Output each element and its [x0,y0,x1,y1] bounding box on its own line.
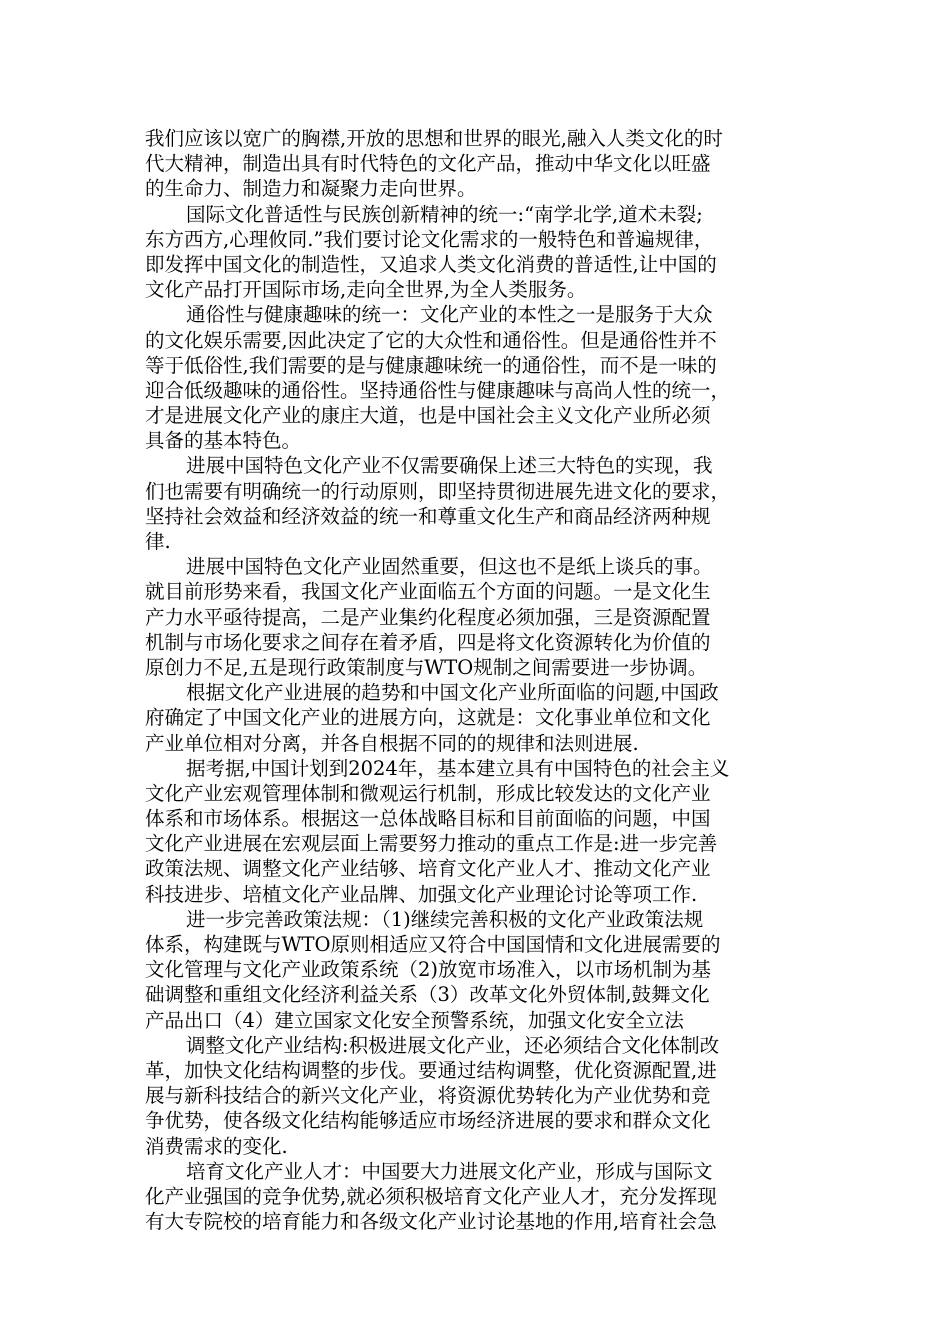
text-line: 有大专院校的培育能力和各级文化产业讨论基地的作用,培育社会急 [145,1210,717,1234]
text-line: 根据文化产业进展的趋势和中国文化产业所面临的问题,中国政 [186,681,719,705]
text-line: 的生命力、制造力和凝聚力走向世界。 [145,177,477,201]
text-line: 体系，构建既与WTO原则相适应又符合中国国情和文化进展需要的 [145,933,721,956]
text-line: 产业单位相对分离，并各自根据不同的的规律和法则进展. [145,731,639,755]
text-line: 我们应该以宽广的胸襟,开放的思想和世界的眼光,融入人类文化的时 [145,127,723,150]
text-line: 据考据,中国计划到2024年，基本建立具有中国特色的社会主义 [186,756,730,780]
text-line: 具备的基本特色。 [145,429,302,453]
paragraph [145,756,810,907]
text-line: 化产业强国的竞争优势,就必须积极培育文化产业人才，充分发挥现 [145,1184,717,1208]
paragraph [145,554,810,680]
text-line: 消费需求的变化. [145,1134,288,1158]
text-line: 进一步完善政策法规：（1)继续完善积极的文化产业政策法规 [186,907,704,931]
text-line: 培育文化产业人才：中国要大力进展文化产业，形成与国际文 [186,1159,713,1183]
paragraph [145,1033,810,1159]
paragraph [145,202,810,303]
text-line: 们也需要有明确统一的行动原则，即坚持贯彻进展先进文化的要求， [145,479,731,503]
text-line: 通俗性与健康趣味的统一：文化产业的本性之一是服务于大众 [186,303,713,327]
text-line: 调整文化产业结构:积极进展文化产业，还必须结合文化体制改 [186,1033,720,1057]
paragraph [145,1159,810,1235]
paragraph [145,907,810,1033]
text-line: 原创力不足,五是现行政策制度与WTO规制之间需要进一步协调。 [145,655,708,679]
text-line: 文化产业进展在宏观层面上需要努力推动的重点工作是:进一步完善 [145,832,718,856]
text-line: 进展中国特色文化产业固然重要，但这也不是纸上谈兵的事。 [186,555,713,579]
text-line: 就目前形势来看，我国文化产业面临五个方面的问题。一是文化生 [145,580,711,604]
text-line: 东方西方,心理攸同.”我们要讨论文化需求的一般特色和普遍规律， [145,227,714,251]
text-line: 代大精神，制造出具有时代特色的文化产品，推动中华文化以旺盛 [145,152,711,176]
text-line: 的文化娱乐需要,因此决定了它的大众性和通俗性。但是通俗性并不 [145,328,717,352]
text-line: 展与新科技结合的新兴文化产业，将资源优势转化为产业优势和竞 [145,1084,711,1108]
paragraph [145,302,810,453]
document-body [145,126,810,1234]
text-line: 政策法规、调整文化产业结够、培育文化产业人才、推动文化产业 [145,857,711,881]
text-line: 产力水平亟待提高，二是产业集约化程度必须加强，三是资源配置 [145,605,711,629]
paragraph [145,680,810,756]
text-line: 科技进步、培植文化产业品牌、加强文化产业理论讨论等项工作. [145,882,698,906]
text-line: 文化产品打开国际市场,走向全世界,为全人类服务。 [145,278,587,302]
text-line: 府确定了中国文化产业的进展方向，这就是：文化事业单位和文化 [145,706,711,730]
paragraph [145,453,810,554]
text-line: 等于低俗性,我们需要的是与健康趣味统一的通俗性，而不是一味的 [145,353,717,377]
text-line: 迎合低级趣味的通俗性。坚持通俗性与健康趣味与高尚人性的统一， [145,378,731,402]
text-line: 机制与市场化要求之间存在着矛盾，四是将文化资源转化为价值的 [145,630,711,654]
text-line: 国际文化普适性与民族创新精神的统一:“南学北学,道术未裂; [186,202,703,226]
text-line: 文化管理与文化产业政策系统（2)放宽市场准入，以市场机制为基 [145,958,712,982]
text-line: 文化产业宏观管理体制和微观运行机制，形成比较发达的文化产业 [145,781,711,805]
text-line: 础调整和重组文化经济利益关系（3）改革文化外贸体制,鼓舞文化 [145,983,710,1007]
text-line: 才是进展文化产业的康庄大道，也是中国社会主义文化产业所必须 [145,404,711,428]
text-line: 即发挥中国文化的制造性，又追求人类文化消费的普适性,让中国的 [145,252,717,276]
text-line: 革，加快文化结构调整的步伐。要通过结构调整，优化资源配置,进 [145,1058,717,1082]
text-line: 体系和市场体系。根据这一总体战略目标和目前面临的问题，中国 [145,807,711,831]
text-line: 产品出口（4）建立国家文化安全预警系统，加强文化安全立法 [145,1008,684,1032]
text-line: 坚持社会效益和经济效益的统一和尊重文化生产和商品经济两种规 [145,504,711,528]
text-line: 争优势，使各级文化结构能够适应市场经济进展的要求和群众文化 [145,1109,711,1133]
text-line: 进展中国特色文化产业不仅需要确保上述三大特色的实现，我 [186,454,713,478]
paragraph [145,126,810,202]
text-line: 律. [145,530,171,553]
